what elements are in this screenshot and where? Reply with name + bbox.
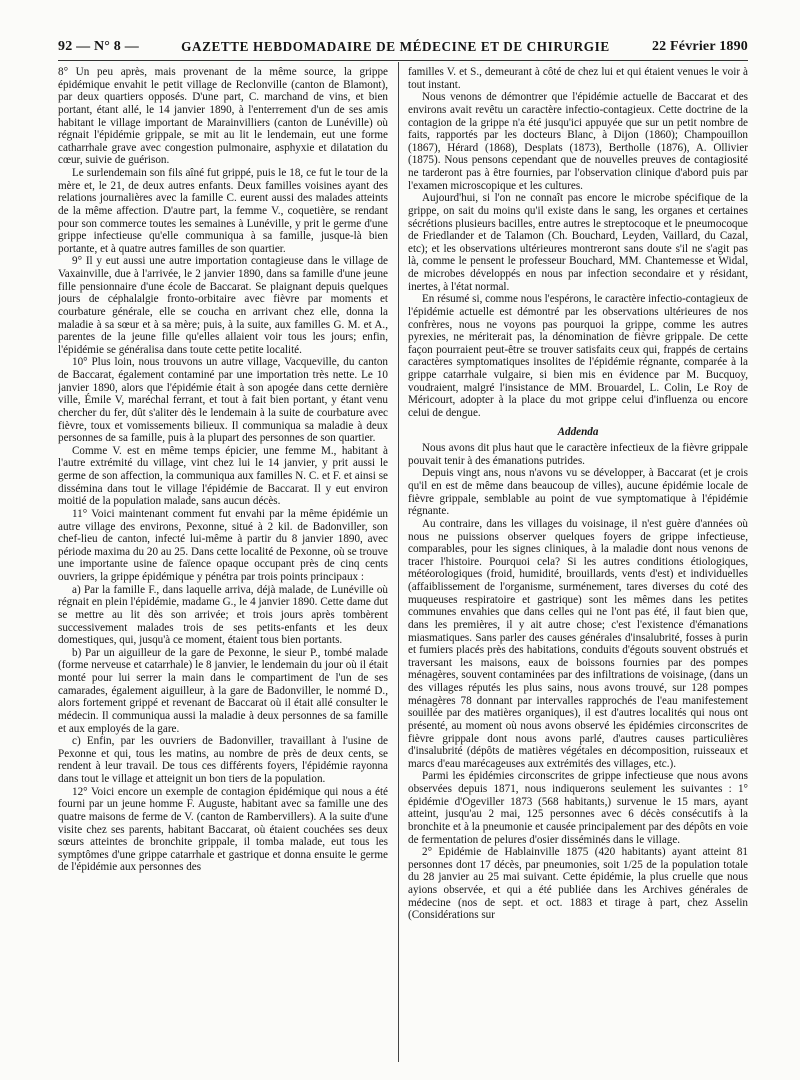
paragraph: 2° Epidémie de Hablainville 1875 (420 habitants) ayant atteint 81 personnes dont 17 décès, par pneumonies, soit 1/25 de la population totale du 28 janvier au 25 mai suivant. Cette épidémie, la plus cruelle que nous ayions observée, et qui a été publiée dans les Archives générales de médecine (nos de sept. et oct. 1883 et tirage à part, chez Asselin (Considérations sur xyxy=(408,846,748,922)
paragraph: 12° Voici encore un exemple de contagion épidémique qui nous a été fourni par un jeune homme F. Auguste, habitant avec sa famille une des quatre maisons de ferme de V. (canton de Rambervillers). A la suite d'une visite chez ses parents, habitant Baccarat, où étaient couchées ses deux sœurs atteintes de bronchite grippale, il tomba malade, eut tous les symptômes d'une grippe catarrhale et gastrique et donna ensuite le germe de l'épidémie aux personnes des xyxy=(58,785,388,874)
paragraph: Le surlendemain son fils aîné fut grippé, puis le 18, ce fut le tour de la mère et, le 21, de deux autres enfants. Deux familles voisines ayant des relations journalières avec la famille C. eurent aussi des malades atteints de la même affection. D'autre part, la femme V., coquetière, se rendant pour son commerce toutes les semaines à Lunéville, y prit le germe d'une grippe infectieuse qu'elle communiqua à sa famille, jusque-là bien portante, et à quatre autres familles de son quartier. xyxy=(58,167,388,255)
page-number: 92 — N° 8 — xyxy=(58,39,139,54)
paragraph: Au contraire, dans les villages du voisinage, il n'est guère d'années où nous ne puissions observer quelques foyers de grippe infectieuse, comparables, pour les signes cliniques, à la maladie dont nous venons de tracer l'histoire. Pourquoi cela? Si les autres conditions étiologiques, météorologiques (froid, humidité, brouillards, vents d'est) et individuelles (affaiblissement de l'organisme, surménement, tares diverses du coté des muqueuses respiratoire et gastrique) sont les mêmes dans les petites communes envahies que dans celles qui ne l'ont pas été, il faut bien que, dans les premières, il y ait autre chose; c'est l'existence d'émanations miasmatiques. Sans parler des causes générales d'insalubrité, fosses à purin et fumiers placés près des habitations, conduits d'égouts souvent obstrués et traversant les maisons, eaux de boissons fournies par des pompes ménagères, souvent contaminées par des infiltrations de voisinage, (dans un des villages réputés les plus sains, nous avons trouvé, sur 128 pompes ménagères 78 donnant par intervalles rapprochés de l'eau manifestement souillée par des matières organiques), il est d'autres localités qui nous ont présenté, au moment où nous avons observé les épidémies circonscrites de fièvre grippale dont nous avons parlé, d'autres causes particulières d'insalubrité (dépôts de matières végétales en décomposition, ruisseaux et marcs d'eau marécageuses aux extrémités des villages, etc.). xyxy=(408,517,748,770)
paragraph: 9° Il y eut aussi une autre importation contagieuse dans le village de Vaxainville, due à l'arrivée, le 2 janvier 1890, dans sa famille d'une jeune fille pensionnaire d'une école de Baccarat. Se plaignant depuis quelques jours de céphalalgie fronto-orbitaire avec fièvre par moments et courbature générale, elle se coucha en arrivant chez elle, donna la maladie à sa sœur et à sa mère; puis, à la suite, aux familles G. M. et A., parentes de la jeune fille qu'elles allaient voir tous les jours; enfin, l'épidémie se généralisa dans toute cette petite localité. xyxy=(58,255,388,356)
paragraph: Nous avons dit plus haut que le caractère infectieux de la fièvre grippale pouvait tenir à des émanations putrides. xyxy=(408,442,748,467)
paragraph: Parmi les épidémies circonscrites de grippe infectieuse que nous avons observées depuis 1871, nous indiquerons seulement les suivantes : 1° épidémie d'Ogeviller 1873 (568 habitants,) survenue le 15 mars, ayant atteint, jusqu'au 2 mai, 125 personnes avec 6 décès consécutifs à la bronchite et à la pneumonie et causée principalement par des dépôts en voie de fermentation de pelures d'osier disséminés dans le village. xyxy=(408,770,748,846)
paragraph: familles V. et S., demeurant à côté de chez lui et qui étaient venues le voir à tout instant. xyxy=(408,66,748,91)
page-header xyxy=(58,34,748,61)
paragraph: 11° Voici maintenant comment fut envahi par la même épidémie un autre village des environs, Pexonne, situé à 2 kil. de Badonviller, son chef-lieu de canton, infecté lui-même à partir du 8 janvier 1890, avec période maxima du 20 au 25. Dans cette localité de Pexonne, où se trouve une importante usine de faïence opaque occupant près de cinq cents ouvriers, la grippe épidémique y pénétra par trois points principaux : xyxy=(58,507,388,583)
left-column xyxy=(58,66,388,1066)
right-column xyxy=(408,66,748,1066)
issue-date: 22 Février 1890 xyxy=(651,39,748,54)
journal-title: GAZETTE HEBDOMADAIRE DE MÉDECINE ET DE CHIRURGIE xyxy=(181,39,610,54)
paragraph: En résumé si, comme nous l'espérons, le caractère infectio-contagieux de l'épidémie actuelle est démontré par les observations ultérieures de nos confrères, nous ne voyons pas pourquoi la grippe, comme les autres pyrexies, ne mériterait pas, la dénomination de fièvre grippale. De cette façon pourraient peut-être se trouver satisfaits ceux qui, frappés de certains caractères symptomatiques insolites de l'épidémie régnante, comparée à la grippe catarrhale vulgaire, si bien mis en évidence par M. Bucquoy, voudraient, malgré l'insistance de MM. Brouardel, L. Colin, Le Roy de Méricourt, adopter à la place du mot grippe celui d'influenza ou encore celui de dengue. xyxy=(408,293,748,419)
column-divider xyxy=(398,62,399,1062)
section-heading-addenda: Addenda xyxy=(557,425,599,438)
paragraph: 10° Plus loin, nous trouvons un autre village, Vacqueville, du canton de Baccarat, également contaminé par une importation très nette. Le 10 janvier 1890, alors que l'épidémie était à son apogée dans cette dernière ville, Émile V, maréchal ferrant, et tout à fait bien portant, y étant venu chercher du fer, dût s'aliter dès le lendemain à la suite de courbature avec fièvre, toux et vomissements bilieux. Il communiqua sa maladie à deux personnes de sa famille, puis à la plupart des personnes de son quartier. xyxy=(58,356,388,445)
paragraph: c) Enfin, par les ouvriers de Badonviller, travaillant à l'usine de Pexonne et qui, tous les matins, au nombre de près de deux cents, se rendent à leur travail. De tous ces différents foyers, l'épidémie rayonna dans tout le village et atteignit un bon tiers de la population. xyxy=(58,735,388,785)
paragraph: a) Par la famille F., dans laquelle arriva, déjà malade, de Lunéville où régnait en plein l'épidémie, madame G., le 4 janvier 1890. Cette dame dut se mettre au lit dès son arrivée; et trois jours après tombèrent successivement malades trois de ses petits-enfants et les deux domestiques, qui, jusqu'à ce moment, étaient tous bien portants. xyxy=(58,583,388,647)
paragraph: b) Par un aiguilleur de la gare de Pexonne, le sieur P., tombé malade (forme nerveuse et catarrhale) le 8 janvier, le lendemain du jour où il était monté pour lui serrer la main dans le compartiment de l'un de ses camarades, également aiguilleur, à la gare de Badonviller, le nommé D., alors fortement grippé et revenant de Baccarat où il était allé consulter le médecin. Il communiqua aussi la maladie à deux personnes de sa famille et aux employés de la gare. xyxy=(58,646,388,735)
paragraph: Aujourd'hui, si l'on ne connaît pas encore le microbe spécifique de la grippe, on sait du moins qu'il existe dans le sang, les organes et certaines sécrétions plusieurs bacilles, entre autres le streptocoque et le pneumocoque de Friedlander et de Talamon (Ch. Bouchard, Leyden, Vaillard, du Cazal, etc); et les observations ultérieures montreront sans doute s'il ne s'agit pas là, comme le pensent le professeur Bouchard, MM. Chantemesse et Widal, de microbes développés en nous par infection secondaire et y résidant, inertes, à l'état normal. xyxy=(408,192,748,293)
paragraph: Depuis vingt ans, nous n'avons vu se développer, à Baccarat (et je crois qu'il en est de même dans beaucoup de villes), aucune épidémie locale de fièvre grippale, semblable au point de vue symptomatique à l'épidémie régnante. xyxy=(408,467,748,518)
paragraph: Comme V. est en même temps épicier, une femme M., habitant à l'autre extrémité du village, vint chez lui le 14 janvier, y prit aussi le germe de son affection, la communiqua aux familles N. C. et F. et ainsi se dissémina dans tout le village l'épidémie de Baccarat. Il y eut environ moitié de la population malade, sans aucun décès. xyxy=(58,444,388,508)
paragraph: Nous venons de démontrer que l'épidémie actuelle de Baccarat et des environs avait revêtu un caractère infectio-contagieux. Cette doctrine de la contagion de la grippe n'a été jusqu'ici appuyée que sur un petit nombre de faits, rapportés par les docteurs Blanc, à Dijon (1860); Champouillon (1867), Hérard (1868), Desplats (1873), Bertholle (1876), A. Ollivier (1875). Nous pensons cependant que de nouvelles preuves de contagiosité ne tarderont pas à être fournies, par l'observation clinique d'abord puis par l'examen microscopique et les cultures. xyxy=(408,91,748,192)
paragraph: 8° Un peu après, mais provenant de la même source, la grippe épidémique envahit le petit village de Reclonville (canton de Blamont), par deux quartiers opposés. D'une part, C. marchand de vins, et bien portant, étant allé, le 14 janvier 1890, à l'enterrement d'un de ses amis habitant le village important de Marainvilliers (canton de Lunéville) où régnait l'épidémie grippale, se mit au lit le lendemain, eut une forme catharrhale grave avec congestion pulmonaire, asphyxie et dilatation du cœur, suivie de guérison. xyxy=(58,66,388,167)
